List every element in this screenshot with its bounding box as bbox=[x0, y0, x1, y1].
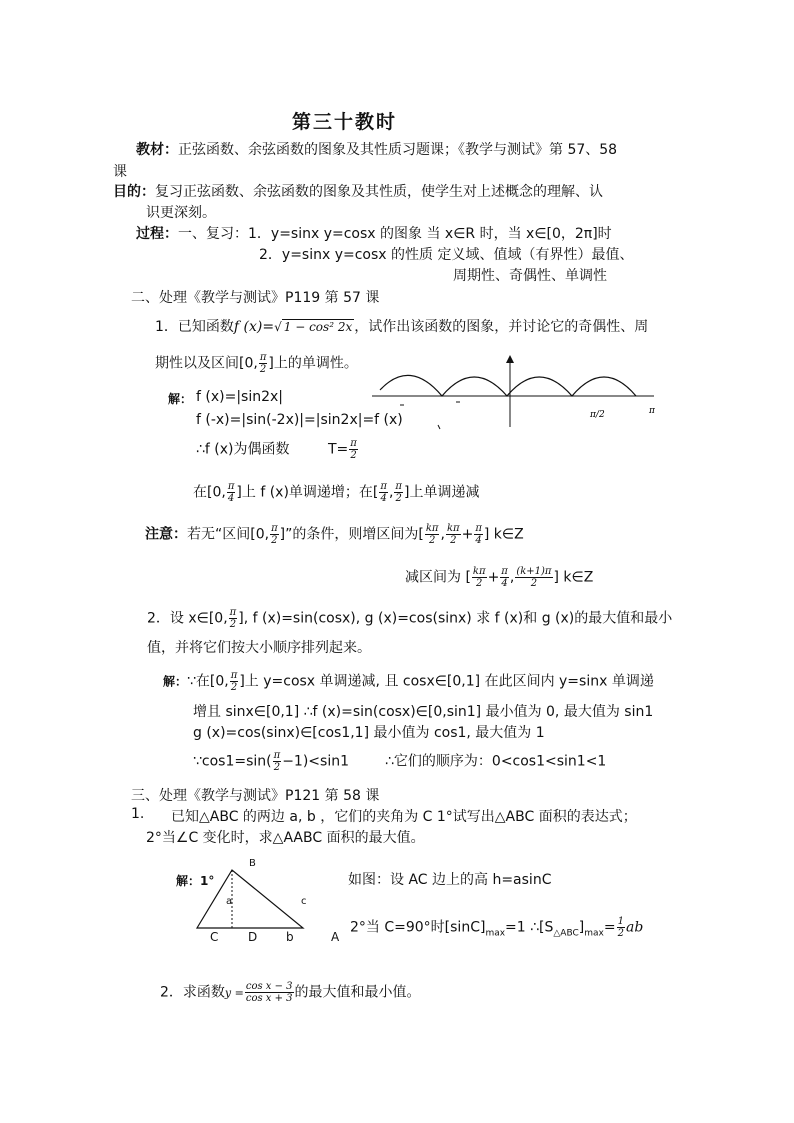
frac-one-half bbox=[617, 916, 625, 939]
decr-interval-text: 减区间为 [ bbox=[405, 569, 471, 586]
triangle-figure bbox=[195, 860, 315, 930]
frac-num: cos x − 3 bbox=[245, 981, 293, 992]
equals: = bbox=[603, 919, 616, 936]
frac-den: 2 bbox=[273, 762, 281, 773]
monotonic-line: 在[0, $\frac{\pi}{4}$ ]上 f (x)单调递增；在[ $\frac{\pi}{4}$ , $\frac{\pi}{2}$ ]上单调递减 bbox=[193, 481, 480, 504]
frac-den: 2 bbox=[229, 619, 237, 630]
interval-start: 期性以及区间[0, bbox=[155, 355, 258, 372]
incr-text: ]上 f (x)单调递增；在[ bbox=[236, 484, 379, 501]
problem1-intro: 1．已知函数 bbox=[155, 319, 234, 335]
sqrt-expression: √ 1 − cos² 2x bbox=[274, 320, 353, 334]
frac-num: π bbox=[395, 481, 402, 492]
frac-den: 2 bbox=[450, 535, 457, 546]
section3-heading: 三、处理《教学与测试》P121 第 58 课 bbox=[131, 788, 380, 804]
note-text3: ] k∈Z bbox=[483, 526, 524, 543]
max-sin-text: 2°当 C=90°时[sinC] bbox=[350, 919, 486, 936]
note-line2: 减区间为 [ $\frac{k\pi}{2}$ + $\frac{\pi}{4}$ , $\frac{(k+1)\pi}{2}$ ] k∈Z bbox=[405, 566, 594, 589]
frac-den: 4 bbox=[380, 493, 387, 504]
purpose-text: 复习正弦函数、余弦函数的图象及其性质，使学生对上述概念的理解、认 bbox=[155, 184, 603, 200]
process-line2: 2．y=sinx y=cosx 的性质 定义域、值域（有界性）最值、 bbox=[259, 247, 634, 263]
frac-pi-over-4 bbox=[379, 481, 388, 504]
frac-num: (k+1)π bbox=[516, 566, 552, 577]
max-sub: max bbox=[485, 928, 506, 939]
frac-pi-over-2 bbox=[394, 481, 403, 504]
frac-pi-over-2 bbox=[230, 670, 239, 693]
s3-problem2-line bbox=[160, 981, 421, 1004]
abc-sub: △ABC bbox=[553, 928, 579, 939]
y-eq: y = bbox=[224, 986, 244, 1000]
frac-num: π bbox=[501, 566, 508, 577]
frac-num: π bbox=[229, 607, 237, 618]
solution1-line3 bbox=[196, 438, 359, 461]
frac-num: π bbox=[475, 523, 482, 534]
interval-end: ]上的单调性。 bbox=[268, 355, 358, 372]
curve bbox=[380, 375, 636, 396]
triangle-abc bbox=[197, 870, 303, 928]
frac-den: 2 bbox=[230, 682, 238, 693]
frac-den: cos x + 3 bbox=[245, 993, 293, 1004]
frac-pi-over-2 bbox=[270, 523, 279, 546]
frac-num: π bbox=[259, 352, 267, 363]
fig-label-a-vertex: A bbox=[331, 930, 340, 944]
problem2-line1 bbox=[147, 607, 672, 630]
frac-den: 2 bbox=[259, 364, 267, 375]
frac-pi-over-2 bbox=[349, 438, 358, 461]
fig-label-c-vertex: C bbox=[210, 930, 219, 944]
frac-num: π bbox=[380, 481, 387, 492]
textbook-line bbox=[136, 139, 617, 159]
fig-label-c-side: c bbox=[301, 896, 307, 907]
frac-cos bbox=[245, 981, 294, 1004]
fig-label-d: D bbox=[248, 930, 258, 944]
even-function: ∴f (x)为偶函数 bbox=[196, 441, 290, 458]
frac-kpi-over-2 bbox=[425, 523, 440, 546]
frac-pi-over-4 bbox=[474, 523, 483, 546]
frac-den: 2 bbox=[271, 535, 278, 546]
purpose-line2: 识更深刻。 bbox=[146, 205, 216, 221]
textbook-line2: 课 bbox=[113, 164, 127, 180]
bracket-close: ] bbox=[578, 919, 585, 936]
frac-num: kπ bbox=[425, 523, 439, 534]
frac-num: kπ bbox=[446, 523, 460, 534]
purpose-line bbox=[113, 181, 603, 201]
cos1-eq: ∵cos1=sin( bbox=[193, 753, 272, 770]
frac-num: π bbox=[227, 481, 235, 492]
s3-problem1-line2: 2°当∠C 变化时，求△AABC 面积的最大值。 bbox=[146, 830, 425, 846]
problem2-line2: 值，并将它们按大小顺序排列起来。 bbox=[147, 640, 371, 656]
process-line1 bbox=[136, 223, 612, 243]
problem2-text: ], f (x)=sin(cosx), g (x)=cos(sinx) 求 f (x)和 g (x)的最大值和最小 bbox=[238, 610, 673, 627]
frac-pi-over-2 bbox=[273, 750, 282, 773]
decr-interval-end: ] k∈Z bbox=[553, 569, 594, 586]
order-result: ∴它们的顺序为：0<cos1<sin1<1 bbox=[385, 753, 607, 770]
problem1-fx: f (x)= bbox=[233, 319, 275, 335]
solution2-label: 解： bbox=[163, 674, 188, 689]
area-text: =1 ∴[S bbox=[505, 919, 554, 936]
solution2-line3: g (x)=cos(sinx)∈[cos1,1] 最小值为 cos1, 最大值为 1 bbox=[193, 725, 545, 741]
frac-pi-over-4 bbox=[227, 481, 236, 504]
solution2-line4 bbox=[193, 750, 606, 773]
incr-start: 在[0, bbox=[193, 484, 226, 501]
frac-num: π bbox=[271, 523, 278, 534]
process-line3: 周期性、奇偶性、单调性 bbox=[453, 268, 607, 284]
process-label: 过程： bbox=[136, 226, 178, 242]
frac-num: kπ bbox=[472, 566, 486, 577]
textbook-text: 正弦函数、余弦函数的图象及其性质习题课；《教学与测试》第 57、58 bbox=[178, 142, 618, 158]
frac-den: 2 bbox=[428, 535, 436, 546]
note-text1: 若无“区间[0, bbox=[187, 526, 270, 543]
frac-den: 2 bbox=[395, 493, 402, 504]
solution2-line2: 增且 sinx∈[0,1] ∴f (x)=sin(cosx)∈[0,sin1] 最小值为 0, 最大值为 sin1 bbox=[193, 704, 654, 720]
s3-jie: 解：1° bbox=[176, 874, 215, 888]
frac-den: 2 bbox=[617, 928, 624, 939]
frac-den: 2 bbox=[530, 578, 538, 589]
frac-k1pi-over-2 bbox=[515, 566, 552, 589]
s3-problem2-intro: 2．求函数 bbox=[160, 984, 225, 1001]
frac-den: 4 bbox=[501, 578, 508, 589]
note-text2: ]”的条件，则增区间为[ bbox=[279, 526, 424, 543]
process-review: 一、复习：1．y=sinx y=cosx 的图象 当 x∈R 时，当 x∈[0，2π]时 bbox=[178, 226, 612, 242]
solution1-label: 解： bbox=[168, 392, 193, 406]
frac-num: π bbox=[273, 750, 281, 761]
x-axis-label: π bbox=[649, 406, 655, 416]
cos1-rest: −1)<sin1 bbox=[282, 753, 349, 770]
s3-problem1-line1: 已知△ABC 的两边 a, b ，它们的夹角为 C 1°试写出△ABC 面积的表达式； bbox=[171, 809, 637, 825]
s3-problem1-num: 1. bbox=[131, 806, 145, 822]
period-label: T= bbox=[327, 441, 349, 458]
note-label: 注意： bbox=[145, 526, 187, 543]
frac-num: 1 bbox=[617, 916, 624, 927]
max-sub: max bbox=[584, 928, 604, 939]
problem2-set: 2．设 x∈[0, bbox=[147, 610, 228, 627]
frac-den: 2 bbox=[350, 450, 357, 461]
abs-sin-graph bbox=[372, 355, 662, 435]
fig-label-b-vertex: B bbox=[249, 858, 256, 869]
radicand: 1 − cos² 2x bbox=[283, 320, 353, 334]
frac-num: π bbox=[350, 438, 357, 449]
fig-label-a-side: a bbox=[226, 896, 233, 907]
section2-heading: 二、处理《教学与测试》P119 第 57 课 bbox=[131, 290, 380, 306]
tick-label: π/2 bbox=[590, 410, 605, 420]
ab-product: ab bbox=[625, 919, 644, 936]
frac-den: 4 bbox=[227, 493, 235, 504]
note-line1: 注意：若无“区间[0, $\frac{\pi}{2}$ ]”的条件，则增区间为[ $\frac{k\pi}{2}$ , $\frac{k\pi}{2}$ + $\frac{\pi}{4}$ ] k∈Z bbox=[145, 523, 524, 546]
problem1-task: ，试作出该函数的图象，并讨论它的奇偶性、周 bbox=[354, 319, 649, 335]
purpose-label: 目的： bbox=[113, 184, 155, 200]
frac-kpi-over-2 bbox=[472, 566, 487, 589]
frac-kpi-over-2 bbox=[446, 523, 461, 546]
height-statement: 如图：设 AC 边上的高 h=asinC bbox=[348, 872, 552, 888]
y-axis-arrow bbox=[506, 355, 514, 363]
frac-pi-over-2 bbox=[259, 352, 268, 375]
frac-pi-over-2 bbox=[229, 607, 238, 630]
problem1-line1 bbox=[155, 316, 648, 336]
s3-problem2-task: 的最大值和最小值。 bbox=[294, 984, 421, 1001]
solution2-text: ]上 y=cosx 单调递减, 且 cosx∈[0,1] 在此区间内 y=sinx 单调递 bbox=[239, 673, 654, 690]
page-title: 第三十教时 bbox=[292, 111, 398, 133]
solution1-line1: f (x)=|sin2x| bbox=[196, 389, 284, 405]
fig-label-b-side: b bbox=[286, 930, 294, 944]
frac-num: π bbox=[230, 670, 238, 681]
decr-text: ]上单调递减 bbox=[403, 484, 480, 501]
textbook-label: 教材： bbox=[136, 142, 178, 158]
frac-den: 2 bbox=[476, 578, 483, 589]
solution2-line1 bbox=[163, 670, 654, 693]
tick-mark bbox=[438, 425, 440, 429]
solution1-line2: f (-x)=|sin(-2x)|=|sin2x|=f (x) bbox=[196, 412, 403, 428]
max-area-line bbox=[350, 916, 643, 939]
solution2-start: ∵在[0, bbox=[187, 673, 229, 690]
frac-pi-over-4 bbox=[500, 566, 509, 589]
frac-den: 4 bbox=[475, 535, 482, 546]
problem1-line2 bbox=[155, 352, 358, 375]
